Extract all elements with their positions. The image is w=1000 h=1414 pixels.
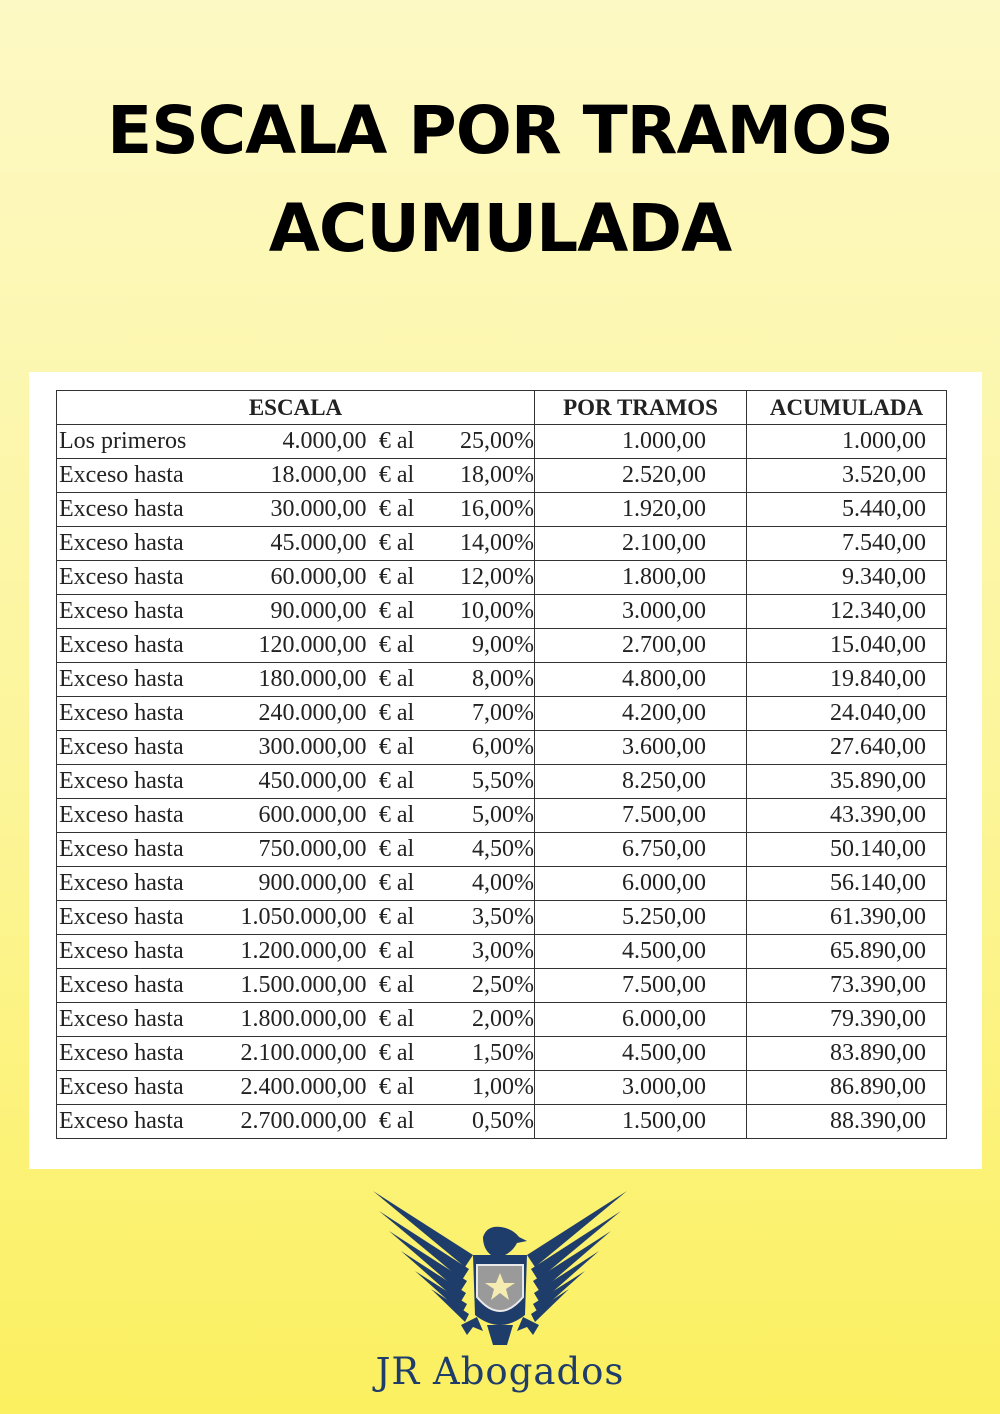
row-rate: 1,00% xyxy=(427,1071,535,1105)
table-row xyxy=(57,731,947,765)
row-euro-label: € al xyxy=(367,629,427,663)
row-description: Exceso hasta xyxy=(57,1071,222,1105)
row-acumulada: 43.390,00 xyxy=(747,799,947,833)
row-por-tramos: 1.800,00 xyxy=(535,561,747,595)
row-description: Exceso hasta xyxy=(57,697,222,731)
row-amount: 1.200.000,00 xyxy=(222,935,367,969)
row-amount: 300.000,00 xyxy=(222,731,367,765)
row-description: Exceso hasta xyxy=(57,663,222,697)
table-row xyxy=(57,663,947,697)
row-acumulada: 86.890,00 xyxy=(747,1071,947,1105)
row-rate: 4,50% xyxy=(427,833,535,867)
table-row xyxy=(57,1003,947,1037)
row-description: Exceso hasta xyxy=(57,595,222,629)
row-description: Exceso hasta xyxy=(57,731,222,765)
table-row xyxy=(57,799,947,833)
row-amount: 180.000,00 xyxy=(222,663,367,697)
row-acumulada: 61.390,00 xyxy=(747,901,947,935)
row-description: Exceso hasta xyxy=(57,765,222,799)
row-euro-label: € al xyxy=(367,425,427,459)
table-row xyxy=(57,901,947,935)
row-euro-label: € al xyxy=(367,1071,427,1105)
row-euro-label: € al xyxy=(367,663,427,697)
row-description: Exceso hasta xyxy=(57,527,222,561)
row-rate: 9,00% xyxy=(427,629,535,663)
row-por-tramos: 4.200,00 xyxy=(535,697,747,731)
row-euro-label: € al xyxy=(367,561,427,595)
row-acumulada: 19.840,00 xyxy=(747,663,947,697)
row-description: Exceso hasta xyxy=(57,459,222,493)
table-row xyxy=(57,935,947,969)
row-description: Exceso hasta xyxy=(57,935,222,969)
row-rate: 8,00% xyxy=(427,663,535,697)
row-rate: 3,50% xyxy=(427,901,535,935)
row-acumulada: 56.140,00 xyxy=(747,867,947,901)
row-euro-label: € al xyxy=(367,799,427,833)
row-amount: 1.800.000,00 xyxy=(222,1003,367,1037)
row-euro-label: € al xyxy=(367,731,427,765)
header-acumulada: ACUMULADA xyxy=(747,391,947,425)
row-acumulada: 1.000,00 xyxy=(747,425,947,459)
row-euro-label: € al xyxy=(367,901,427,935)
row-rate: 5,50% xyxy=(427,765,535,799)
table-row xyxy=(57,697,947,731)
row-euro-label: € al xyxy=(367,833,427,867)
row-amount: 90.000,00 xyxy=(222,595,367,629)
row-por-tramos: 6.000,00 xyxy=(535,1003,747,1037)
row-rate: 6,00% xyxy=(427,731,535,765)
table-row xyxy=(57,1037,947,1071)
row-rate: 2,50% xyxy=(427,969,535,1003)
row-description: Exceso hasta xyxy=(57,867,222,901)
row-acumulada: 35.890,00 xyxy=(747,765,947,799)
row-euro-label: € al xyxy=(367,765,427,799)
row-rate: 1,50% xyxy=(427,1037,535,1071)
row-amount: 900.000,00 xyxy=(222,867,367,901)
row-description: Exceso hasta xyxy=(57,629,222,663)
row-rate: 2,00% xyxy=(427,1003,535,1037)
row-por-tramos: 3.000,00 xyxy=(535,595,747,629)
row-euro-label: € al xyxy=(367,867,427,901)
row-rate: 0,50% xyxy=(427,1105,535,1139)
row-euro-label: € al xyxy=(367,1105,427,1139)
table-row xyxy=(57,561,947,595)
page-title-line-1: ESCALA POR TRAMOS xyxy=(107,92,893,169)
table-row xyxy=(57,493,947,527)
row-acumulada: 27.640,00 xyxy=(747,731,947,765)
table-row xyxy=(57,629,947,663)
row-por-tramos: 5.250,00 xyxy=(535,901,747,935)
row-euro-label: € al xyxy=(367,527,427,561)
table-row xyxy=(57,1105,947,1139)
row-amount: 18.000,00 xyxy=(222,459,367,493)
row-amount: 600.000,00 xyxy=(222,799,367,833)
row-por-tramos: 3.000,00 xyxy=(535,1071,747,1105)
row-description: Los primeros xyxy=(57,425,222,459)
row-por-tramos: 2.700,00 xyxy=(535,629,747,663)
row-acumulada: 50.140,00 xyxy=(747,833,947,867)
row-rate: 7,00% xyxy=(427,697,535,731)
row-por-tramos: 8.250,00 xyxy=(535,765,747,799)
row-description: Exceso hasta xyxy=(57,1003,222,1037)
row-rate: 18,00% xyxy=(427,459,535,493)
table-row xyxy=(57,1071,947,1105)
table-body xyxy=(57,425,947,1139)
row-amount: 240.000,00 xyxy=(222,697,367,731)
row-por-tramos: 2.520,00 xyxy=(535,459,747,493)
table-header-row xyxy=(57,391,947,425)
row-amount: 1.500.000,00 xyxy=(222,969,367,1003)
row-euro-label: € al xyxy=(367,493,427,527)
row-por-tramos: 4.500,00 xyxy=(535,1037,747,1071)
row-por-tramos: 4.500,00 xyxy=(535,935,747,969)
row-euro-label: € al xyxy=(367,1037,427,1071)
row-acumulada: 12.340,00 xyxy=(747,595,947,629)
row-description: Exceso hasta xyxy=(57,1037,222,1071)
row-rate: 3,00% xyxy=(427,935,535,969)
row-amount: 4.000,00 xyxy=(222,425,367,459)
header-por-tramos: POR TRAMOS xyxy=(535,391,747,425)
row-description: Exceso hasta xyxy=(57,901,222,935)
row-euro-label: € al xyxy=(367,697,427,731)
row-rate: 4,00% xyxy=(427,867,535,901)
row-acumulada: 5.440,00 xyxy=(747,493,947,527)
row-amount: 2.400.000,00 xyxy=(222,1071,367,1105)
row-por-tramos: 6.750,00 xyxy=(535,833,747,867)
row-por-tramos: 6.000,00 xyxy=(535,867,747,901)
header-escala: ESCALA xyxy=(57,391,535,425)
table-row xyxy=(57,527,947,561)
row-por-tramos: 1.500,00 xyxy=(535,1105,747,1139)
row-acumulada: 73.390,00 xyxy=(747,969,947,1003)
row-amount: 750.000,00 xyxy=(222,833,367,867)
row-por-tramos: 7.500,00 xyxy=(535,969,747,1003)
row-amount: 2.700.000,00 xyxy=(222,1105,367,1139)
row-amount: 1.050.000,00 xyxy=(222,901,367,935)
row-euro-label: € al xyxy=(367,595,427,629)
row-acumulada: 7.540,00 xyxy=(747,527,947,561)
row-por-tramos: 3.600,00 xyxy=(535,731,747,765)
row-description: Exceso hasta xyxy=(57,561,222,595)
table-row xyxy=(57,969,947,1003)
row-rate: 14,00% xyxy=(427,527,535,561)
row-por-tramos: 4.800,00 xyxy=(535,663,747,697)
row-amount: 2.100.000,00 xyxy=(222,1037,367,1071)
row-description: Exceso hasta xyxy=(57,833,222,867)
row-acumulada: 88.390,00 xyxy=(747,1105,947,1139)
row-acumulada: 79.390,00 xyxy=(747,1003,947,1037)
row-description: Exceso hasta xyxy=(57,493,222,527)
table-row xyxy=(57,833,947,867)
brand-name: JR Abogados xyxy=(375,1350,625,1393)
row-por-tramos: 2.100,00 xyxy=(535,527,747,561)
row-acumulada: 9.340,00 xyxy=(747,561,947,595)
row-euro-label: € al xyxy=(367,969,427,1003)
row-amount: 450.000,00 xyxy=(222,765,367,799)
row-acumulada: 15.040,00 xyxy=(747,629,947,663)
row-description: Exceso hasta xyxy=(57,969,222,1003)
row-rate: 16,00% xyxy=(427,493,535,527)
row-rate: 12,00% xyxy=(427,561,535,595)
row-por-tramos: 1.920,00 xyxy=(535,493,747,527)
table-row xyxy=(57,765,947,799)
table-row xyxy=(57,459,947,493)
row-por-tramos: 7.500,00 xyxy=(535,799,747,833)
row-rate: 25,00% xyxy=(427,425,535,459)
table-row xyxy=(57,867,947,901)
table-row xyxy=(57,595,947,629)
row-amount: 45.000,00 xyxy=(222,527,367,561)
row-euro-label: € al xyxy=(367,935,427,969)
row-amount: 120.000,00 xyxy=(222,629,367,663)
row-description: Exceso hasta xyxy=(57,1105,222,1139)
table-row xyxy=(57,425,947,459)
page-title-line-2: ACUMULADA xyxy=(268,190,732,267)
row-acumulada: 65.890,00 xyxy=(747,935,947,969)
row-acumulada: 24.040,00 xyxy=(747,697,947,731)
row-amount: 30.000,00 xyxy=(222,493,367,527)
row-euro-label: € al xyxy=(367,459,427,493)
table-card xyxy=(29,372,982,1169)
tax-scale-table xyxy=(56,390,947,1139)
row-rate: 10,00% xyxy=(427,595,535,629)
row-por-tramos: 1.000,00 xyxy=(535,425,747,459)
row-amount: 60.000,00 xyxy=(222,561,367,595)
eagle-shield-star-icon xyxy=(365,1185,635,1350)
row-acumulada: 83.890,00 xyxy=(747,1037,947,1071)
row-euro-label: € al xyxy=(367,1003,427,1037)
row-description: Exceso hasta xyxy=(57,799,222,833)
row-acumulada: 3.520,00 xyxy=(747,459,947,493)
row-rate: 5,00% xyxy=(427,799,535,833)
